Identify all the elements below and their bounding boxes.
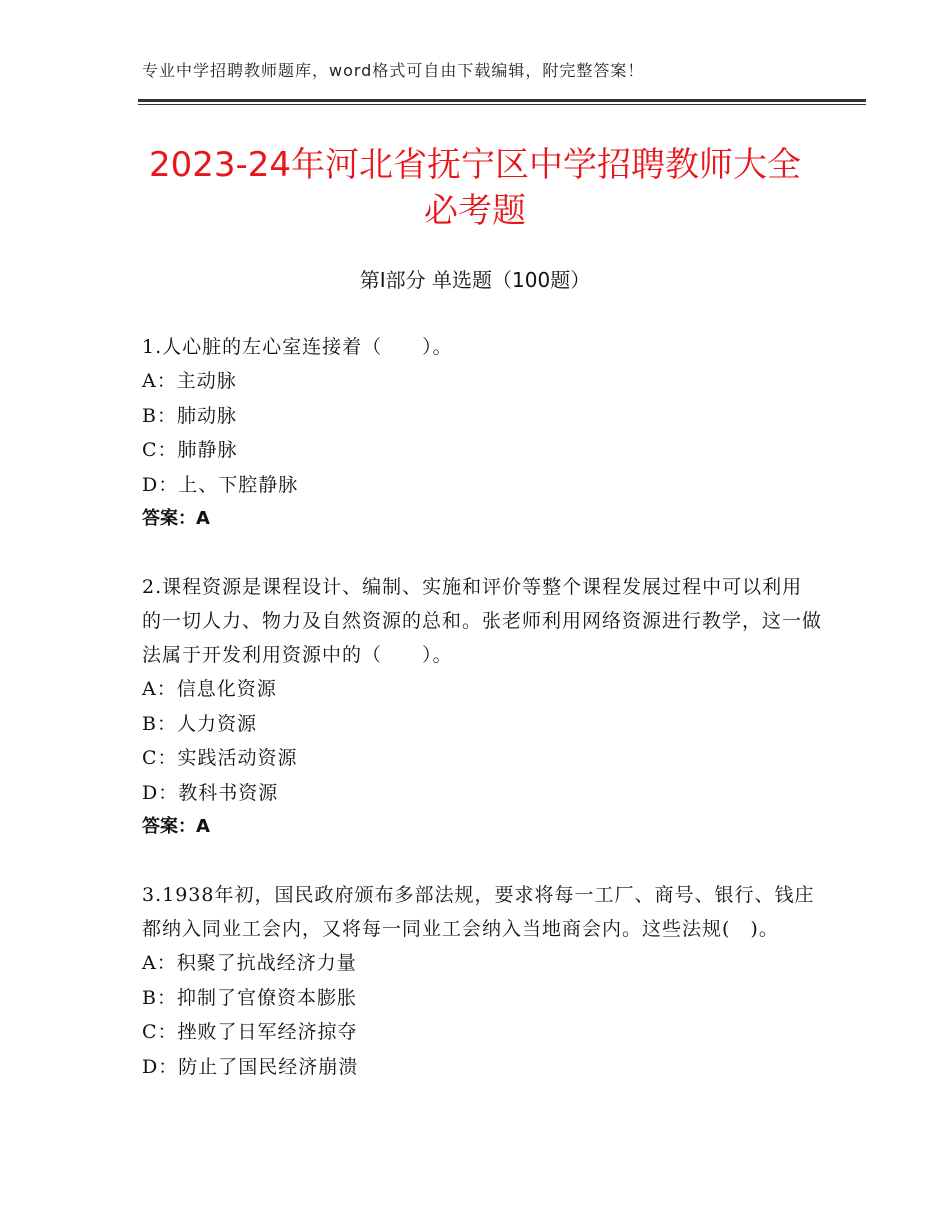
option-b: B：抑制了官僚资本膨胀: [142, 986, 357, 1009]
question-stem: 1.人心脏的左心室连接着（ ）。: [142, 336, 453, 358]
option-c: C：实践活动资源: [142, 747, 298, 769]
page-header-text: 专业中学招聘教师题库，word格式可自由下载编辑，附完整答案！: [142, 61, 645, 80]
option-d: D：上、下腔静脉: [142, 473, 299, 496]
question-1: [142, 330, 822, 536]
question-list: [142, 330, 822, 1118]
header-rule-thin: [138, 104, 866, 105]
option-a: A：积聚了抗战经济力量: [142, 952, 357, 974]
option-c: C：肺静脉: [142, 439, 238, 461]
option-a: A：主动脉: [142, 370, 237, 392]
header-rule-thick: [138, 99, 866, 102]
question-stem: 2.课程资源是课程设计、编制、实施和评价等整个课程发展过程中可以利用的一切人力、物力及自然资源的总和。张老师利用网络资源进行教学，这一做法属于开发利用资源中的（ ）。: [142, 576, 823, 666]
question-2: [142, 570, 822, 844]
option-d: D：教科书资源: [142, 781, 279, 804]
option-c: C：挫败了日军经济掠夺: [142, 1021, 358, 1043]
option-a: A：信息化资源: [142, 678, 277, 700]
option-b: B：人力资源: [142, 712, 257, 735]
section-title: 第Ⅰ部分 单选题（100题）: [359, 268, 591, 292]
option-d: D：防止了国民经济崩溃: [142, 1055, 359, 1078]
option-b: B：肺动脉: [142, 404, 237, 427]
title-line-2: 必考题: [424, 191, 526, 231]
question-stem: 3.1938年初，国民政府颁布多部法规，要求将每一工厂、商号、银行、钱庄都纳入同业工会内，又将每一同业工会纳入当地商会内。这些法规( )。: [142, 884, 815, 940]
question-answer: 答案：A: [142, 816, 210, 837]
question-3: [142, 878, 822, 1084]
question-answer: 答案：A: [142, 508, 210, 529]
document-title: [100, 142, 850, 234]
title-line-1: 2023-24年河北省抚宁区中学招聘教师大全: [148, 145, 802, 185]
